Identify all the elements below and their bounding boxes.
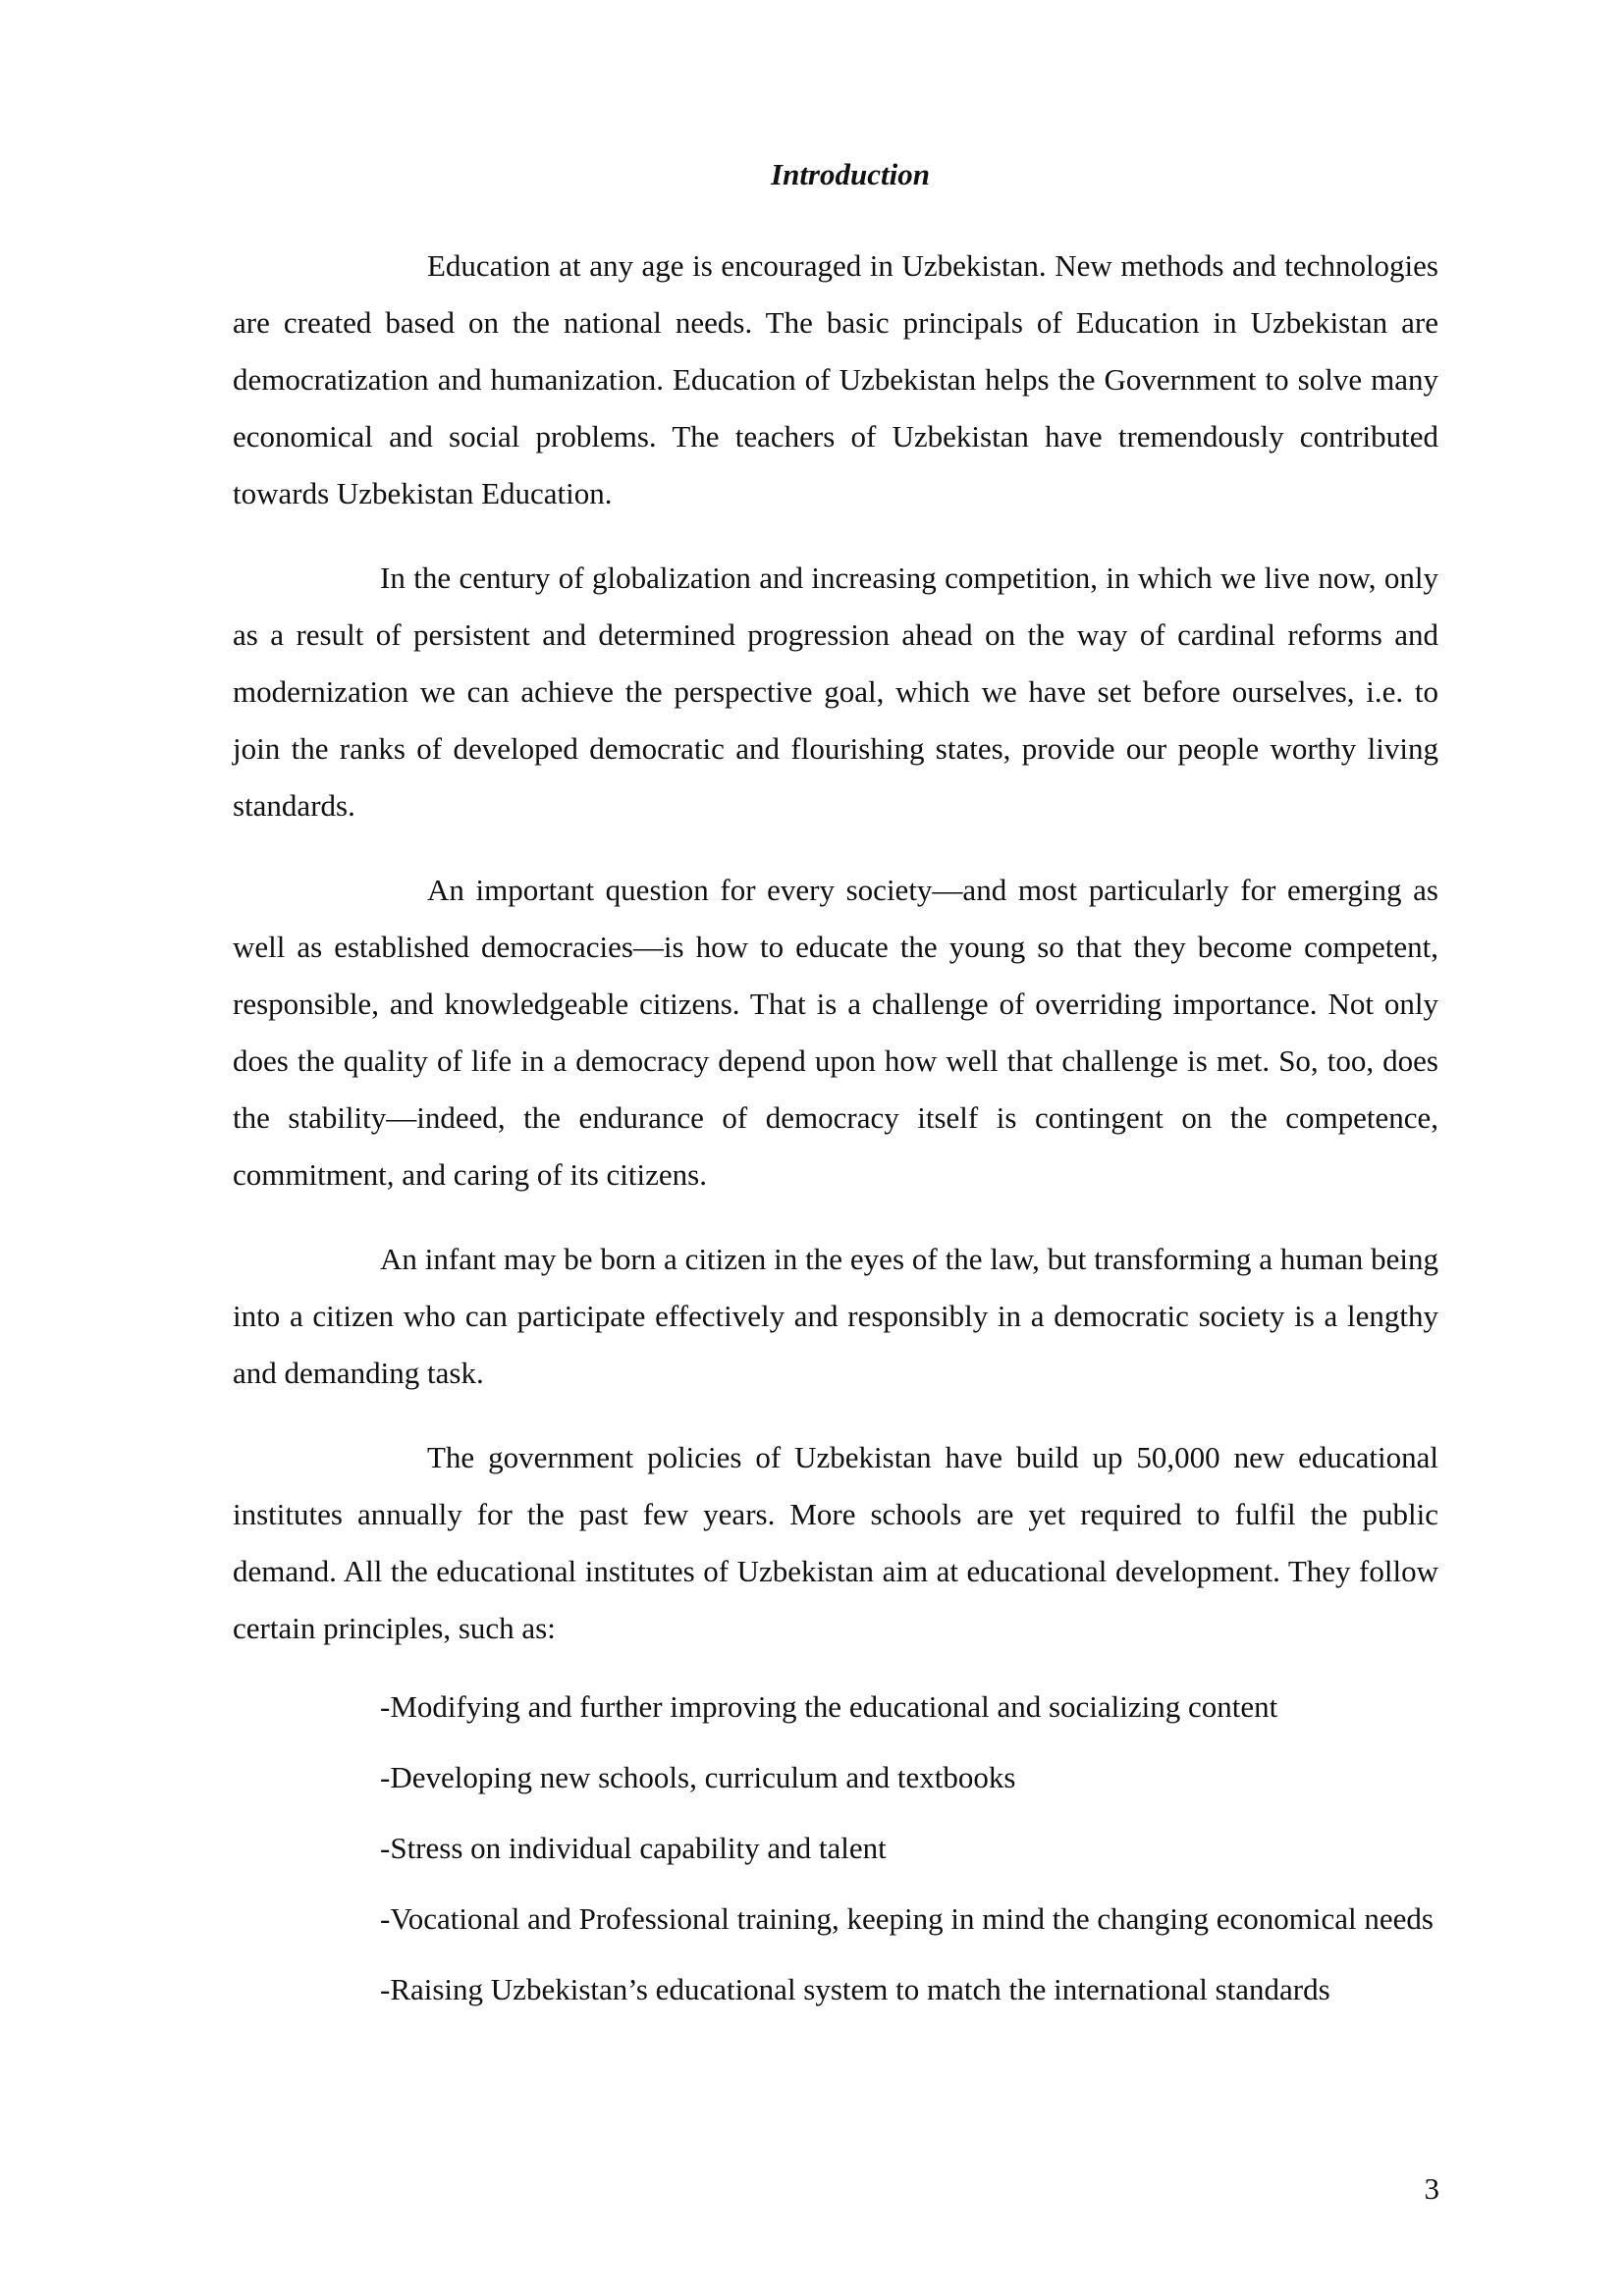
section-title: Introduction [771,157,930,191]
paragraph-4: An infant may be born a citizen in the eyes of the law, but transforming a human being into a citizen who can participate effectively and responsibly in a democratic society is a lengthy and demanding task. [233,1242,1438,1390]
principles-list [233,1684,1438,2012]
page-content [233,145,1438,2038]
paragraph-3: An important question for every society—and most particularly for emerging as well as established democracies—is how to educate the young so that they become competent, responsible, and knowledgeable citizens. That is a challenge of overriding importance. Not only does the quality of life in a democracy depend upon how well that challenge is met. So, too, does the stability—indeed, the endurance of democracy itself is contingent on the competence, commitment, and caring of its citizens. [233,873,1438,1192]
paragraph-2: In the century of globalization and increasing competition, in which we live now, only as a result of persistent and determined progression ahead on the way of cardinal reforms and modernization we can achieve the perspective goal, which we have set before ourselves, i.e. to join the ranks of developed democratic and flourishing states, provide our people worthy living standards. [233,561,1438,823]
list-item: -Vocational and Professional training, keeping in mind the changing economical needs [380,1901,1434,1936]
list-item: -Developing new schools, curriculum and textbooks [380,1760,1016,1794]
list-item: -Stress on individual capability and talent [380,1831,887,1865]
page-number: 3 [1424,2171,1439,2206]
list-item: -Modifying and further improving the educational and socializing content [380,1689,1278,1724]
paragraph-1: Education at any age is encouraged in Uzbekistan. New methods and technologies are created based on the national needs. The basic principals of Education in Uzbekistan are democratization and humanization. Education of Uzbekistan helps the Government to solve many economical and social problems. The teachers of Uzbekistan have tremendously contributed towards Uzbekistan Education. [233,248,1438,510]
list-item: -Raising Uzbekistan’s educational system to match the international standards [380,1972,1330,2006]
paragraph-5: The government policies of Uzbekistan have build up 50,000 new educational institutes annually for the past few years. More schools are yet required to fulfil the public demand. All the educational institutes of Uzbekistan aim at educational development. They follow certain principles, such as: [233,1440,1438,1645]
